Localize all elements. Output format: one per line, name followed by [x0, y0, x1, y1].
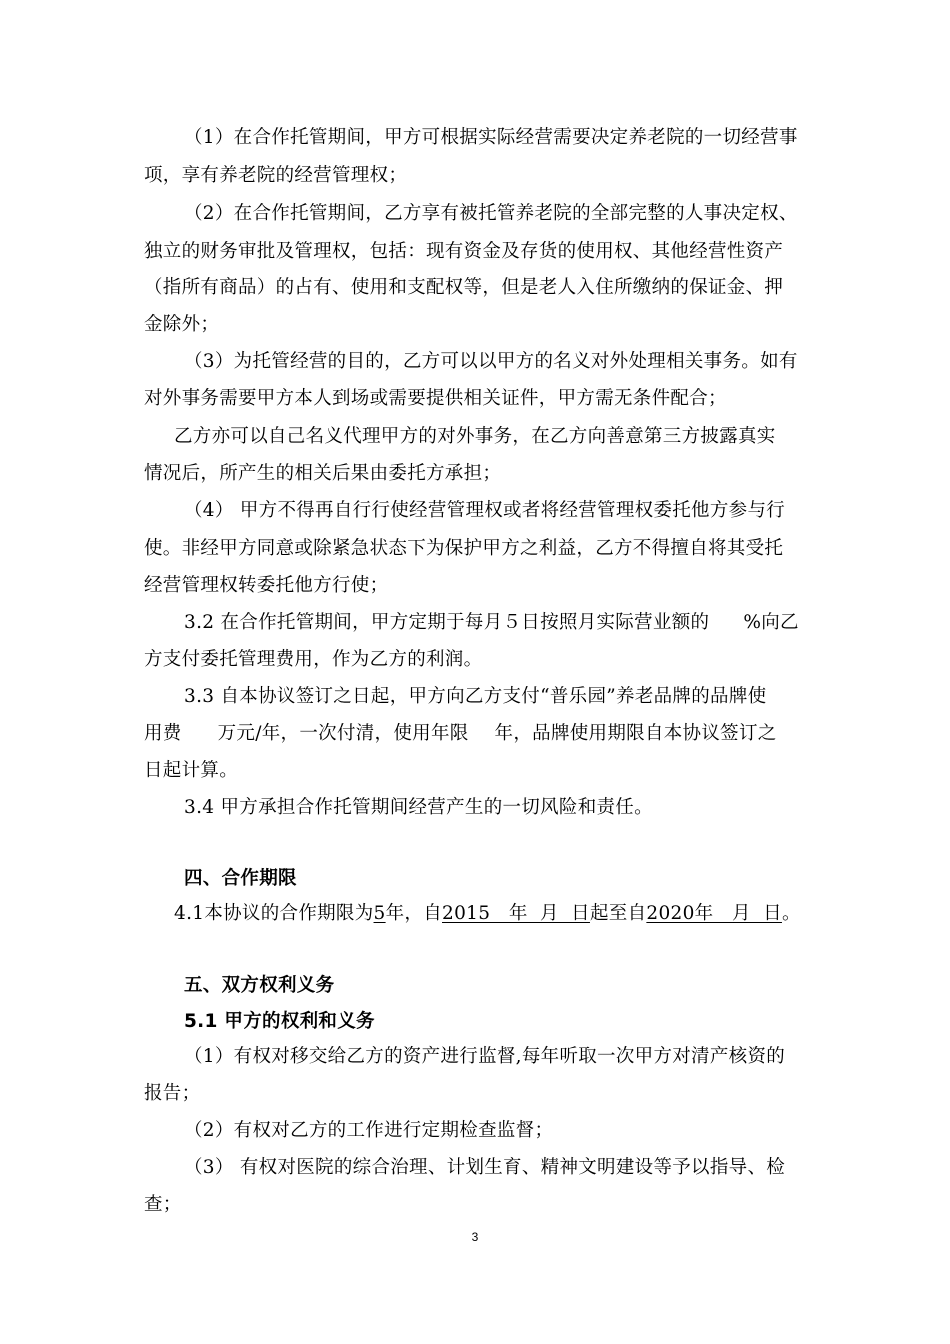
- clause-4-1-to: 起至自: [589, 903, 647, 924]
- item-1-line-1: （1）有权对移交给乙方的资产进行监督,每年听取一次甲方对清产核资的: [184, 1046, 786, 1067]
- section-5-heading: 五、双方权利义务: [184, 975, 335, 996]
- paragraph-1-line-2: 项，享有养老院的经营管理权；: [144, 165, 408, 186]
- section-5-1-heading: 5.1 甲方的权利和义务: [184, 1011, 375, 1032]
- paragraph-2-line-2: 独立的财务审批及管理权，包括：现有资金及存货的使用权、其他经营性资产: [144, 241, 784, 262]
- paragraph-3-line-2: 对外事务需要甲方本人到场或需要提供相关证件，甲方需无条件配合；: [144, 388, 727, 409]
- clause-4-1-end: 。: [781, 903, 801, 924]
- paragraph-2-line-4: 金除外；: [144, 314, 220, 335]
- item-2: （2）有权对乙方的工作进行定期检查监督；: [184, 1120, 554, 1141]
- item-3-line-1: （3） 有权对医院的综合治理、计划生育、精神文明建设等予以指导、检: [184, 1157, 786, 1178]
- clause-3-3-fee-unit: 万元/年，一次付清，使用年限: [217, 723, 469, 744]
- paragraph-1-line-1: （1）在合作托管期间，甲方可根据实际经营需要决定养老院的一切经营事: [184, 127, 798, 148]
- page-number: 3: [471, 1230, 479, 1244]
- clause-3-4: 3.4 甲方承担合作托管期间经营产生的一切风险和责任。: [184, 797, 653, 818]
- paragraph-5-line-2: 使。非经甲方同意或除紧急状态下为保护甲方之利益，乙方不得擅自将其受托: [144, 538, 784, 559]
- clause-3-3-line-3: 日起计算。: [144, 760, 239, 781]
- clause-3-3-term: 年，品牌使用期限自本协议签订之: [494, 723, 777, 744]
- start-date: 2015 年 月 日: [442, 903, 590, 924]
- clause-3-3-line-1: 3.3 自本协议签订之日起，甲方向乙方支付“普乐园”养老品牌的品牌使: [184, 686, 767, 707]
- clause-4-1-intro: 4.1本协议的合作期限为: [174, 903, 374, 924]
- clause-4-1: [174, 901, 801, 927]
- paragraph-3-line-1: （3）为托管经营的目的，乙方可以以甲方的名义对外处理相关事务。如有: [184, 351, 798, 372]
- item-1-line-2: 报告；: [144, 1083, 201, 1104]
- paragraph-4-line-1: 乙方亦可以自己名义代理甲方的对外事务，在乙方向善意第三方披露真实: [174, 426, 776, 447]
- paragraph-2-line-3: （指所有商品）的占有、使用和支配权等，但是老人入住所缴纳的保证金、押: [144, 277, 784, 298]
- clause-3-3-fee-label: 用费: [144, 723, 182, 744]
- clause-3-2-percent: %向乙: [743, 612, 799, 633]
- section-4-heading: 四、合作期限: [184, 868, 297, 889]
- clause-3-3-line-2: [144, 721, 777, 747]
- clause-4-1-from: 年，自: [385, 903, 443, 924]
- paragraph-5-line-1: （4） 甲方不得再自行行使经营管理权或者将经营管理权委托他方参与行: [184, 500, 786, 521]
- clause-3-2-text: 3.2 在合作托管期间，甲方定期于每月５日按照月实际营业额的: [184, 612, 710, 633]
- paragraph-2-line-1: （2）在合作托管期间，乙方享有被托管养老院的全部完整的人事决定权、: [184, 203, 798, 224]
- paragraph-4-line-2: 情况后，所产生的相关后果由委托方承担；: [144, 463, 502, 484]
- end-date: 2020年 月 日: [646, 903, 782, 924]
- paragraph-5-line-3: 经营管理权转委托他方行使；: [144, 575, 389, 596]
- clause-3-2-line-1: [184, 610, 799, 636]
- clause-3-2-line-2: 方支付委托管理费用，作为乙方的利润。: [144, 649, 483, 670]
- term-years: 5: [373, 903, 386, 924]
- item-3-line-2: 查；: [144, 1194, 182, 1215]
